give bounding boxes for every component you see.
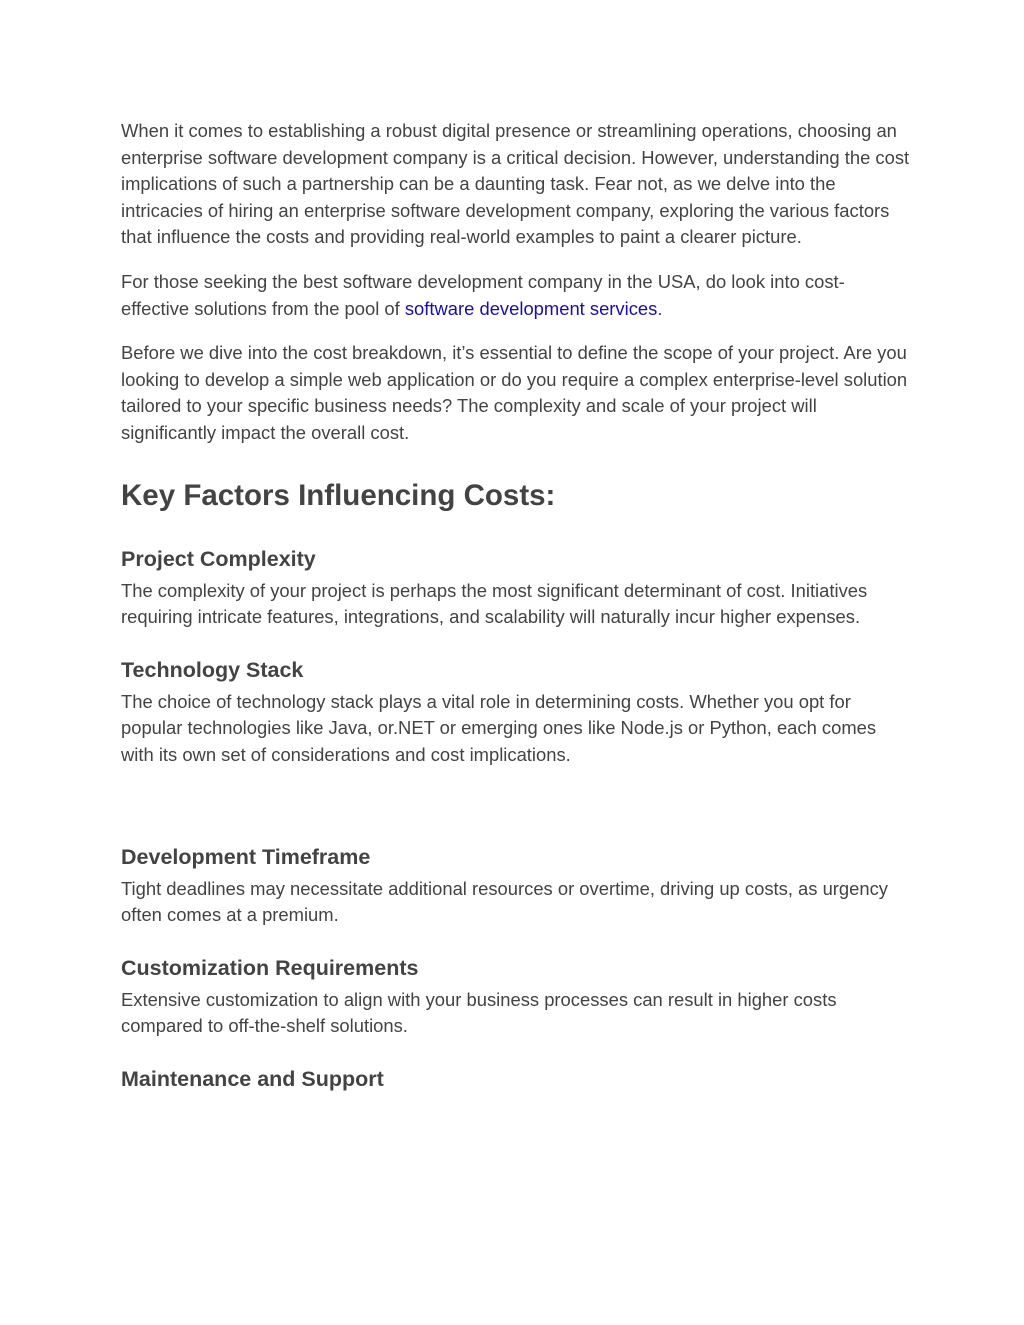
section-body: Tight deadlines may necessitate additional resources or overtime, driving up costs, as urgency often comes at a premium. bbox=[121, 877, 889, 926]
section-title: Customization Requirements bbox=[121, 955, 419, 980]
section-project-complexity bbox=[121, 544, 911, 631]
intro-paragraph-1: When it comes to establishing a robust digital presence or streamlining operations, choosing an enterprise software development company is a critical decision. However, understanding the cost implications of such a partnership can be a daunting task. Fear not, as we delve into the intricacies of hiring an enterprise software development company, exploring the various factors that influence the costs and providing real-world examples to paint a clearer picture. bbox=[121, 120, 910, 248]
section-body: The complexity of your project is perhaps the most significant determinant of cost. Initiatives requiring intricate features, integrations, and scalability will naturally incur higher expenses. bbox=[121, 579, 868, 628]
section-body: Extensive customization to align with your business processes can result in higher costs compared to off-the-shelf solutions. bbox=[121, 988, 837, 1037]
section-title: Technology Stack bbox=[121, 657, 304, 682]
intro-paragraph-2-text: For those seeking the best software development company in the USA, do look into cost-effective solutions from the pool of bbox=[121, 270, 845, 319]
software-development-services-link[interactable]: software development services bbox=[404, 297, 658, 319]
section-development-timeframe bbox=[121, 842, 911, 929]
section-technology-stack bbox=[121, 655, 911, 769]
section-customization-requirements bbox=[121, 953, 911, 1040]
section-title: Maintenance and Support bbox=[121, 1066, 384, 1091]
intro-paragraph-2 bbox=[121, 269, 911, 322]
section-title: Development Timeframe bbox=[121, 844, 371, 869]
section-maintenance-and-support bbox=[121, 1064, 911, 1094]
section-title: Project Complexity bbox=[121, 546, 316, 571]
document-page bbox=[121, 118, 911, 1094]
main-heading: Key Factors Influencing Costs: bbox=[121, 478, 556, 512]
section-body: The choice of technology stack plays a vital role in determining costs. Whether you opt for popular technologies like Java, or.NET or emerging ones like Node.js or Python, each comes with its own set of considerations and cost implications. bbox=[121, 690, 877, 765]
intro-paragraph-3: Before we dive into the cost breakdown, it’s essential to define the scope of your project. Are you looking to develop a simple web application or do you require a complex enterprise-level solution tailored to your specific business needs? The complexity and scale of your project will significantly impact the overall cost. bbox=[121, 342, 908, 443]
intro-paragraph-2-end: . bbox=[657, 297, 663, 319]
